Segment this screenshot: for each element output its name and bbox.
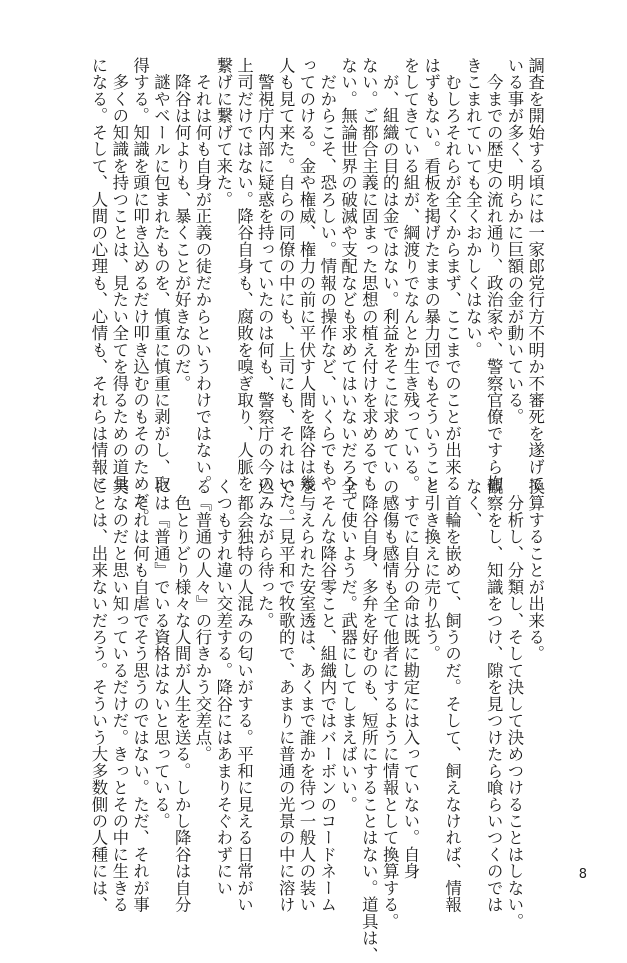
text-line: になる。そして、人間の心理も、心情も、それらは情報に <box>89 57 108 492</box>
text-line: 人も見て来た。自らの同僚の中にも、上司にも、それはいた。 <box>276 57 296 526</box>
text-line: すでに自分の命は既に勘定には入っていない。自身 <box>400 478 420 880</box>
text-line: ってのける。金や権威、権力の前に平伏す人間を降谷は幾 <box>296 57 316 492</box>
text-line: と引き換えに売り払う。 <box>421 478 441 663</box>
text-column-bottom <box>88 478 545 963</box>
text-line: それは何も自虐でそう思うのではない。ただ、それが事 <box>130 478 150 913</box>
text-line: いる事が多く、明らかに巨額の金が動いている。 <box>504 57 524 426</box>
text-line: 謎やベールに包まれたものを、慎重に慎重に剥がし、取 <box>151 57 171 492</box>
page-number: 8 <box>578 867 587 882</box>
text-line: そんな降谷零こと、組織内ではバーボンのコードネーム <box>317 478 337 913</box>
text-line: 分析し、分類し、そして決して決めつけることはしない。 <box>504 478 524 930</box>
text-line: 全て使いようだ。武器にしてしまえばいい。 <box>338 478 358 813</box>
text-line: る『普通の人々』の行きかう交差点。 <box>192 478 212 763</box>
text-line: それは何も自身が正義の徒だからというわけではない。 <box>192 57 212 492</box>
text-line: くつもすれ違い交差する。降谷にはあまりそぐわずにい <box>213 478 233 897</box>
text-line: には『普通』でいる資格はないと思っている。 <box>151 478 171 830</box>
text-line: の感傷も感情も全て他者にするように情報として換算する。 <box>380 478 400 930</box>
text-line: 多くの知識を持つことは、見たい全てを得るための道具 <box>109 57 129 492</box>
text-line: むしろそれらが全くからまず、ここまでのことが出来る <box>442 57 462 492</box>
text-line: 色とりどり様々な人間が人生を送る。しかし降谷は自分 <box>172 478 192 913</box>
text-line: 繋げに繋げて来た。 <box>213 57 233 208</box>
text-line: 降谷は何よりも、暴くことが好きなのだ。 <box>172 57 192 392</box>
text-line: 観察をし、知識をつけ、隙を見つけたら喰らいつくのでは <box>484 478 504 913</box>
text-line: 上司だけではない。降谷自身も、腐敗を嗅ぎ取り、人脈を <box>234 57 254 492</box>
text-line: ことは、出来ないだろう。そういう大多数側の人種には、 <box>89 478 108 913</box>
text-line: だからこそ、恐ろしい。情報の操作など、いくらでもや <box>317 57 337 492</box>
text-line: 換算することが出来る。 <box>525 478 545 663</box>
text-line: 首輪を嵌めて、飼うのだ。そして、飼えなければ、情報 <box>442 478 462 913</box>
text-line: ない。ご都合主義に固まった思想の植え付けを求めるでも <box>359 57 379 492</box>
text-line: 実なのだと思い知っているだけだ。きっとその中に生きる <box>109 478 129 913</box>
text-line: 得する。知識を頭に叩き込めるだけ叩き込むのもそのためだ。 <box>130 57 150 526</box>
text-line: 降谷自身、多弁を好むのも、短所にすることはない。道具は、 <box>359 478 379 963</box>
text-line: 今までの歴史の流れ通り、政治家や、警察官僚ですら抱 <box>484 57 504 492</box>
text-line: 込みながら待った。 <box>255 478 275 629</box>
text-line: 都会独特の人混みの匂いがする。平和に見える日常がい <box>234 478 254 913</box>
text-line: で、一見平和で牧歌的で、あまりに普通の光景の中に溶け <box>276 478 296 913</box>
text-line: きこまれていても全くおかしくはない。 <box>463 57 483 359</box>
text-line: 警視庁内部に疑惑を持っていたのは何も、警察庁の今の <box>255 57 275 492</box>
text-line: をしてきている組が、綱渡りでなんとか生き残っている。 <box>400 57 420 492</box>
text-line: なく、 <box>463 478 483 529</box>
text-line: が、組織の目的は金ではない。利益をそこに求めてい <box>380 57 400 476</box>
text-line: 調査を開始する頃には一家郎党行方不明か不審死を遂げて <box>525 57 545 492</box>
text-line: を与えられた安室透は、あくまで誰かを待つ一般人の装い <box>296 478 316 913</box>
text-line: はずもない。看板を掲げたままの暴力団でもそういうこと <box>421 57 441 492</box>
text-line: ない。無論世界の破滅や支配なども求めてはいないだろう。 <box>338 57 358 509</box>
